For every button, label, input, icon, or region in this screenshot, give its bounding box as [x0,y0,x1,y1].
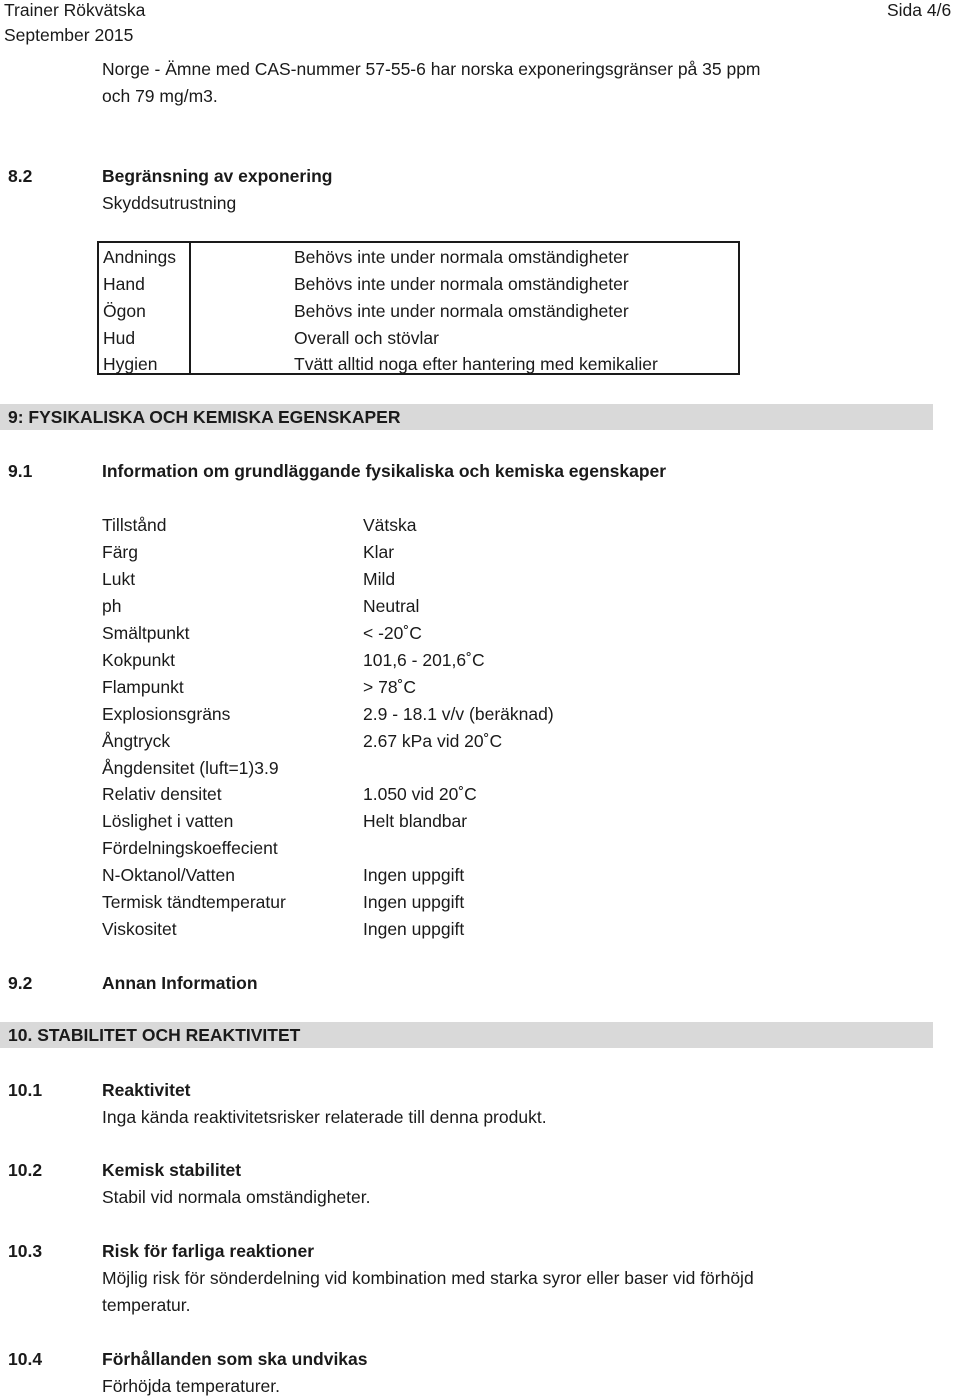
ppe-label: Hygien [103,354,158,374]
ppe-label: Hud [103,328,136,348]
property-label: Termisk tändtemperatur [102,892,286,912]
ppe-value: Tvätt alltid noga efter hantering med kemikalier [294,354,658,374]
property-value: Klar [363,542,395,562]
property-value: Mild [363,569,396,589]
property-label: Tillstånd [102,515,167,535]
property-value: Neutral [363,596,420,616]
section-8-2-subtitle: Skyddsutrustning [102,193,237,213]
header-date: September 2015 [4,25,134,45]
ppe-label: Andnings [103,247,176,267]
section-9-band [0,404,933,430]
section-10-3-text-line-2: temperatur. [102,1295,191,1315]
property-label: Färg [102,542,138,562]
section-10-4-text: Förhöjda temperaturer. [102,1376,281,1396]
section-10-heading: 10. STABILITET OCH REAKTIVITET [8,1025,301,1045]
section-9-heading: 9: FYSIKALISKA OCH KEMISKA EGENSKAPER [8,407,401,427]
intro-line-1: Norge - Ämne med CAS-nummer 57-55-6 har norska exponeringsgränser på 35 ppm [102,59,761,79]
ppe-value: Behövs inte under normala omständigheter [294,247,629,267]
section-10-2-text: Stabil vid normala omständigheter. [102,1187,371,1207]
property-label: Smältpunkt [102,623,190,643]
section-10-3-number: 10.3 [8,1241,43,1261]
property-value: Ingen uppgift [363,865,465,885]
property-label: Explosionsgräns [102,704,231,724]
section-10-4-number: 10.4 [8,1349,43,1369]
property-label: Fördelningskoeffecient [102,838,278,858]
section-10-4-title: Förhållanden som ska undvikas [102,1349,368,1369]
property-value: < -20˚C [363,623,422,643]
property-value: Vätska [363,515,417,535]
section-8-2-title: Begränsning av exponering [102,166,333,186]
property-label: Viskositet [102,919,177,939]
property-value: Helt blandbar [363,811,468,831]
section-9-1-number: 9.1 [8,461,33,481]
section-9-1-title: Information om grundläggande fysikaliska och kemiska egenskaper [102,461,667,481]
section-10-2-number: 10.2 [8,1160,43,1180]
property-label: Ångtryck [102,731,171,751]
property-label: Flampunkt [102,677,184,697]
property-label: ph [102,596,122,616]
header-product: Trainer Rökvätska [4,0,146,20]
section-10-2-title: Kemisk stabilitet [102,1160,242,1180]
section-9-2-number: 9.2 [8,973,33,993]
property-label: Ångdensitet (luft=1)3.9 [102,758,279,778]
property-value: 101,6 - 201,6˚C [363,650,485,670]
property-label: Löslighet i vatten [102,811,234,831]
ppe-value: Behövs inte under normala omständigheter [294,274,629,294]
property-label: Relativ densitet [102,784,222,804]
ppe-table [97,241,740,375]
header-page-number: Sida 4/6 [887,0,952,20]
section-10-1-number: 10.1 [8,1080,43,1100]
ppe-table-divider [189,243,191,373]
property-value: > 78˚C [363,677,417,697]
section-10-band [0,1022,933,1048]
intro-line-2: och 79 mg/m3. [102,86,218,106]
section-10-3-text-line-1: Möjlig risk för sönderdelning vid kombination med starka syror eller baser vid förhöjd [102,1268,754,1288]
section-9-2-title: Annan Information [102,973,258,993]
ppe-label: Ögon [103,301,146,321]
property-value: Ingen uppgift [363,892,465,912]
property-value: Ingen uppgift [363,919,465,939]
ppe-value: Behövs inte under normala omständigheter [294,301,629,321]
ppe-label: Hand [103,274,145,294]
ppe-value: Overall och stövlar [294,328,439,348]
section-10-3-title: Risk för farliga reaktioner [102,1241,315,1261]
property-value: 2.67 kPa vid 20˚C [363,731,503,751]
section-10-1-text: Inga kända reaktivitetsrisker relaterade till denna produkt. [102,1107,547,1127]
property-label: N-Oktanol/Vatten [102,865,235,885]
section-8-2-number: 8.2 [8,166,33,186]
property-value: 2.9 - 18.1 v/v (beräknad) [363,704,554,724]
section-10-1-title: Reaktivitet [102,1080,191,1100]
property-label: Kokpunkt [102,650,175,670]
property-value: 1.050 vid 20˚C [363,784,477,804]
property-label: Lukt [102,569,136,589]
